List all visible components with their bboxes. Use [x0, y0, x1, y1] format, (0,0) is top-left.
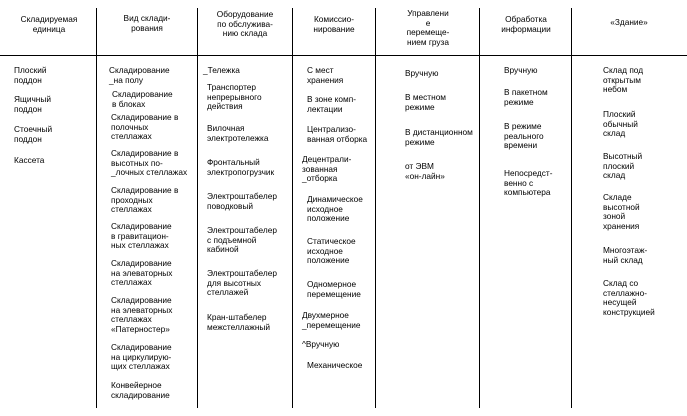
list-item: В режиме реального времени [504, 121, 544, 151]
list-item: Вручную [504, 65, 538, 75]
list-item: Складе высотной зоной хранения [603, 192, 640, 231]
list-item: _Тележка [203, 65, 240, 75]
list-item: ^Вручную [302, 339, 340, 349]
list-item: Вилочная электротележка [207, 123, 269, 143]
list-item: Ящичный поддон [14, 94, 51, 114]
list-item: Электроштабелер поводковый [207, 191, 277, 211]
list-item: Склад со стеллажно- несущей конструкцией [603, 278, 655, 317]
list-item: Конвейерное складирование [111, 380, 170, 400]
list-item: Складирование в гравитацион- ных стеллажах [111, 221, 172, 251]
list-item: Децентрали- зованная _отборка [302, 154, 352, 184]
list-item: Электроштабелер для высотных стеллажей [207, 268, 277, 298]
header-info-processing: Обработка информации [501, 14, 551, 34]
column-divider [292, 8, 293, 408]
list-item: Непосредст- венно с компьютера [504, 168, 553, 198]
list-item: Кран-штабелер межстеллажный [207, 312, 270, 332]
list-item: Высотный плоский склад [603, 151, 643, 181]
header-equipment: Оборудование по обслужива- нию склада [216, 9, 274, 39]
list-item: Двухмерное _перемещение [302, 310, 361, 330]
list-item: от ЭВМ «он-лайн» [405, 161, 445, 181]
list-item: Централизо- ванная отборка [307, 124, 368, 144]
list-item: Плоский обычный склад [603, 109, 638, 139]
list-item: Стоечный поддон [14, 124, 53, 144]
list-item: Склад под открытым небом [603, 65, 644, 95]
column-divider [375, 8, 376, 408]
list-item: Вручную [405, 68, 439, 78]
column-divider [96, 8, 97, 408]
header-load-control: Управлени е перемеще- нием груза [406, 8, 450, 47]
header-stored-unit: Складируемая единица [20, 14, 78, 34]
list-item: Многоэтаж- ный склад [603, 245, 648, 265]
list-item: Складирование на элеваторных стеллажах «Патерностер» [111, 295, 173, 334]
header-picking: Комиссио- нирование [313, 14, 355, 34]
list-item: Плоский поддон [14, 65, 47, 85]
list-item: Складирование в проходных стеллажах [111, 185, 179, 215]
list-item: Складирование на элеваторных стеллажах [111, 258, 173, 288]
header-storage-type: Вид склади- рования [123, 13, 171, 33]
header-building: «Здание» [610, 17, 648, 27]
list-item: Динамическое исходное положение [307, 194, 363, 224]
header-divider [0, 55, 687, 56]
column-divider [197, 8, 198, 408]
column-divider [479, 8, 480, 408]
list-item: В местном режиме [405, 92, 447, 112]
list-item: Кассета [14, 155, 45, 165]
list-item: Одномерное перемещение [307, 279, 361, 299]
list-item: Фронтальный электропогрузчик [207, 157, 275, 177]
list-item: В зоне комп- лектации [307, 94, 356, 114]
list-item: Механическое [307, 360, 363, 370]
list-item: Электроштабелер с подъемной кабиной [207, 225, 277, 255]
list-item: Складирование _на полу [109, 65, 170, 85]
list-item: В пакетном режиме [504, 87, 548, 107]
list-item: Транспортер непрерывного действия [207, 82, 262, 112]
column-divider [571, 8, 572, 408]
list-item: С мест хранения [307, 65, 344, 85]
list-item: Складирование в высотных по- _лочных стеллажах [111, 148, 188, 178]
list-item: В дистанционном режиме [405, 127, 473, 147]
list-item: Складирование в блоках [112, 89, 173, 109]
list-item: Складирование в полочных стеллажах [111, 112, 179, 142]
list-item: Складирование на циркулирую- щих стеллажах [111, 342, 172, 372]
list-item: Статическое исходное положение [307, 236, 356, 266]
